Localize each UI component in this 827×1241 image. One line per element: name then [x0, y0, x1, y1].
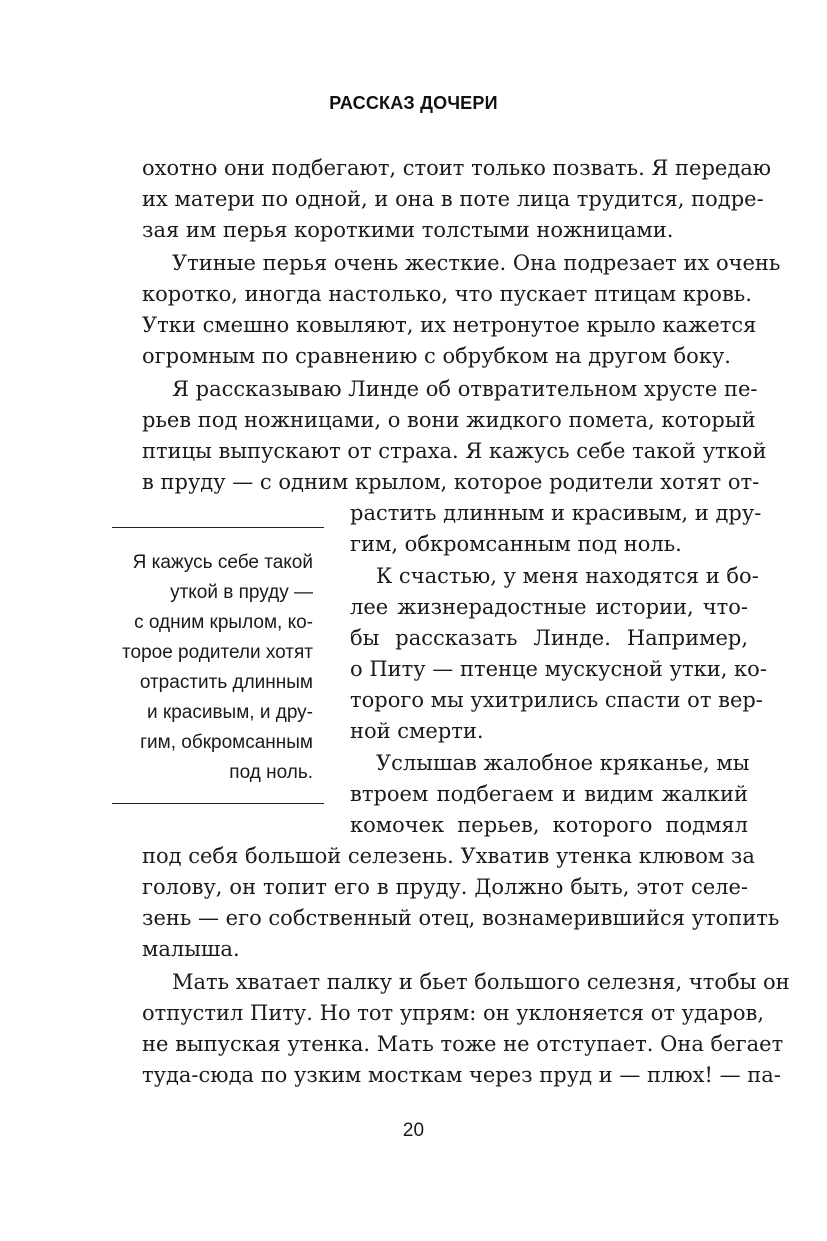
body-line: под себя большой селезень. Ухватив утенка клювом за — [142, 844, 755, 868]
pull-quote-line: отрастить длинным — [139, 672, 313, 693]
body-line: втроем подбегаем и видим жалкий — [350, 782, 748, 806]
body-line: торого мы ухитрились спасти от вер- — [350, 688, 763, 712]
body-line: бы рассказать Линде. Например, — [350, 626, 748, 650]
body-line: лее жизнерадостные истории, что- — [350, 595, 748, 619]
pull-quote-bottom-rule — [112, 803, 324, 804]
body-line: зень — его собственный отец, вознамерившийся утопить — [142, 906, 780, 930]
body-line: охотно они подбегают, стоит только позвать. Я передаю — [142, 156, 772, 180]
body-line: птицы выпускают от страха. Я кажусь себе такой уткой — [142, 439, 767, 463]
body-line: отпустил Питу. Но тот упрям: он уклоняется от ударов, — [142, 1001, 765, 1025]
pull-quote-line: торое родители хотят — [122, 642, 313, 663]
body-line: ной смерти. — [350, 719, 484, 743]
running-title: РАССКАЗ ДОЧЕРИ — [329, 93, 498, 113]
page-number: 20 — [402, 1120, 425, 1141]
body-line: огромным по сравнению с обрубком на другом боку. — [142, 344, 731, 368]
body-line: коротко, иногда настолько, что пускает птицам кровь. — [142, 282, 752, 306]
body-line: голову, он топит его в пруду. Должно быть, этот селе- — [142, 875, 748, 899]
body-line: К счастью, у меня находятся и бо- — [376, 564, 759, 588]
body-line: их матери по одной, и она в поте лица трудится, подре- — [142, 187, 764, 211]
body-line: зая им перья короткими толстыми ножницами. — [142, 218, 674, 242]
pull-quote-line: уткой в пруду — — [170, 582, 313, 603]
body-line: гим, обкромсанным под ноль. — [350, 532, 682, 556]
body-line: о Питу — птенце мускусной утки, ко- — [350, 657, 767, 681]
body-line: туда-сюда по узким мосткам через пруд и — плюх! — па- — [142, 1063, 781, 1087]
body-line: Услышав жалобное кряканье, мы — [376, 751, 750, 775]
pull-quote-line: с одним крылом, ко- — [134, 612, 313, 633]
body-line: в пруду — с одним крылом, которое родители хотят от- — [142, 470, 760, 494]
body-line: Я рассказываю Линде об отвратительном хрусте пе- — [172, 377, 758, 401]
pull-quote-line: гим, обкромсанным — [140, 732, 313, 753]
body-line: малыша. — [142, 937, 240, 961]
body-line: Утиные перья очень жесткие. Она подрезает их очень — [172, 251, 781, 275]
body-line: растить длинным и красивым, и дру- — [350, 501, 762, 525]
body-line: Утки смешно ковыляют, их нетронутое крыло кажется — [142, 313, 757, 337]
body-line: Мать хватает палку и бьет большого селезня, чтобы он — [172, 970, 790, 994]
pull-quote-top-rule — [112, 527, 324, 528]
body-line: рьев под ножницами, о вони жидкого помета, который — [142, 408, 756, 432]
body-line: не выпуская утенка. Мать тоже не отступает. Она бегает — [142, 1032, 784, 1056]
pull-quote-line: и красивым, и дру- — [147, 702, 313, 723]
body-line: комочек перьев, которого подмял — [350, 813, 748, 837]
pull-quote-line: Я кажусь себе такой — [132, 552, 313, 573]
pull-quote-line: под ноль. — [229, 762, 313, 783]
